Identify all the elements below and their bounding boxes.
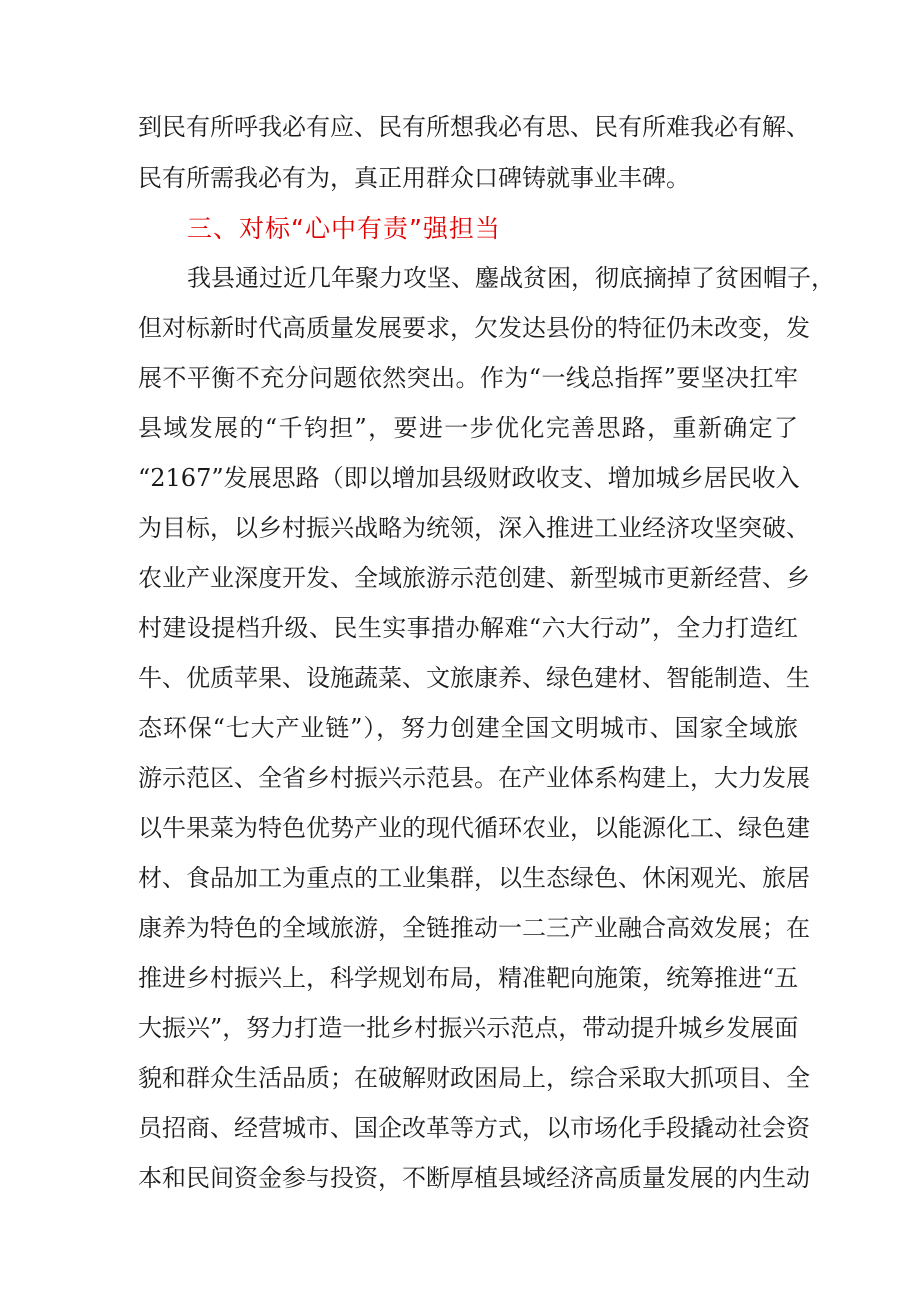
body-line-17: 貌和群众生活品质；在破解财政困局上，综合采取大抓项目、全 [138, 1064, 810, 1092]
body-line-1: 我县通过近几年聚力攻坚、鏖战贫困，彻底摘掉了贫困帽子， [187, 264, 835, 292]
body-line-9: 牛、优质苹果、设施蔬菜、文旅康养、绿色建材、智能制造、生 [138, 664, 810, 692]
body-line-8: 村建设提档升级、民生实事措办解难“六大行动”，全力打造红 [138, 614, 798, 642]
body-line-4: 县域发展的“千钧担”，要进一步优化完善思路，重新确定了 [138, 414, 798, 442]
intro-line-2: 民有所需我必有为，真正用群众口碑铸就事业丰碑。 [138, 164, 690, 192]
body-line-5: “2167”发展思路（即以增加县级财政收支、增加城乡居民收入 [138, 464, 800, 492]
body-line-6: 为目标，以乡村振兴战略为统领，深入推进工业经济攻坚突破、 [138, 514, 810, 542]
body-line-18: 员招商、经营城市、国企改革等方式，以市场化手段撬动社会资 [138, 1114, 810, 1142]
body-line-3: 展不平衡不充分问题依然突出。作为“一线总指挥”要坚决扛牢 [138, 364, 798, 392]
body-line-19: 本和民间资金参与投资，不断厚植县域经济高质量发展的内生动 [138, 1164, 810, 1192]
body-line-7: 农业产业深度开发、全域旅游示范创建、新型城市更新经营、乡 [138, 564, 810, 592]
body-line-12: 以牛果菜为特色优势产业的现代循环农业，以能源化工、绿色建 [138, 814, 810, 842]
body-line-2: 但对标新时代高质量发展要求，欠发达县份的特征仍未改变，发 [138, 314, 810, 342]
section-heading: 三、对标“心中有责”强担当 [187, 214, 501, 243]
body-line-14: 康养为特色的全域旅游，全链推动一二三产业融合高效发展；在 [138, 914, 810, 942]
body-line-15: 推进乡村振兴上，科学规划布局，精准靶向施策，统筹推进“五 [138, 964, 799, 992]
body-line-10: 态环保“七大产业链”），努力创建全国文明城市、国家全域旅 [138, 714, 798, 742]
body-line-13: 材、食品加工为重点的工业集群，以生态绿色、休闲观光、旅居 [138, 864, 810, 892]
body-line-11: 游示范区、全省乡村振兴示范县。在产业体系构建上，大力发展 [138, 764, 810, 792]
intro-line-1: 到民有所呼我必有应、民有所想我必有思、民有所难我必有解、 [138, 113, 810, 141]
body-line-16: 大振兴”，努力打造一批乡村振兴示范点，带动提升城乡发展面 [138, 1014, 799, 1042]
